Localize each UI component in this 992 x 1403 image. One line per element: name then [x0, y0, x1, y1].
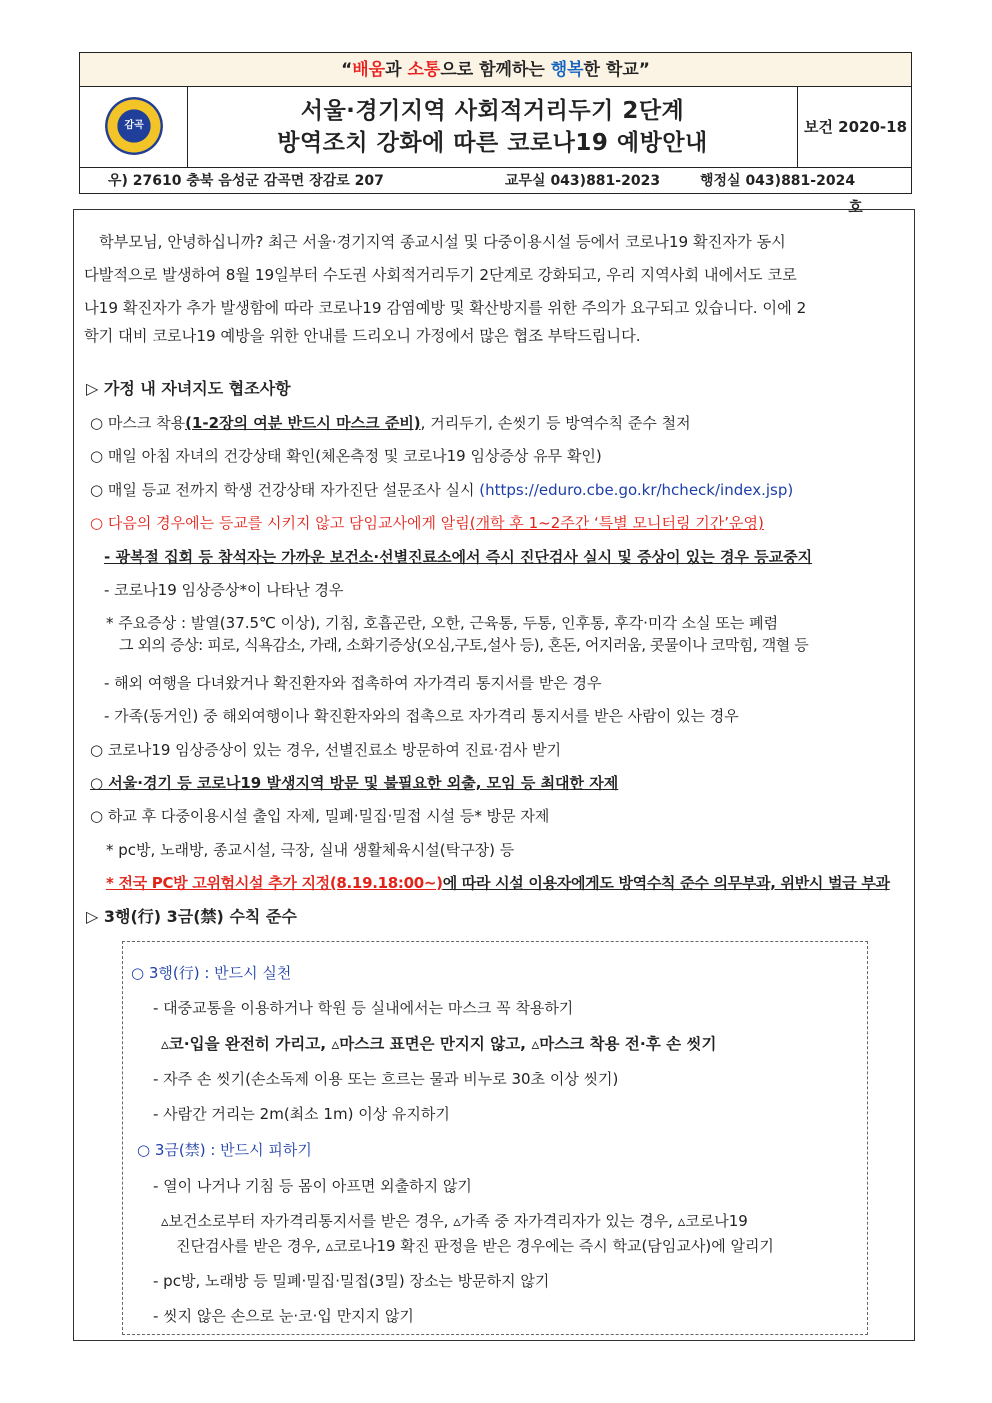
do-mask-detail: ▵코·입을 완전히 가리고, ▵마스크 표면은 만지지 않고, ▵마스크 착용 전·후 손 씻기 — [161, 1035, 717, 1053]
item-notify-teacher: ○ 다음의 경우에는 등교를 시키지 않고 담임교사에게 알림(개학 후 1~2주간 ‘특별 모니터링 기간’운영) — [90, 514, 764, 532]
document-title — [188, 87, 798, 167]
dont-go-out-sick: - 열이 나거나 기침 등 몸이 아프면 외출하지 않기 — [153, 1177, 472, 1195]
do-distance: - 사람간 거리는 2m(최소 1m) 이상 유지하기 — [153, 1105, 450, 1123]
item-health-check: ○ 매일 아침 자녀의 건강상태 확인(체온측정 및 코로나19 임상증상 유무 확인) — [90, 447, 602, 465]
three-dont-title: ○ 3금(禁) : 반드시 피하기 — [137, 1141, 312, 1159]
item-clinic-visit: ○ 코로나19 임상증상이 있는 경우, 선별진료소 방문하여 진료·검사 받기 — [90, 741, 562, 759]
item-family-quarantine: - 가족(동거인) 중 해외여행이나 확진환자와의 접촉으로 자가격리 통지서를 받은 사람이 있는 경우 — [104, 707, 739, 725]
phone-teachers-office: 교무실 043)881-2023 — [505, 173, 661, 189]
spare-mask-note: (1-2장의 여분 반드시 마스크 준비) — [185, 414, 421, 432]
section-3do-3dont-title: ▷ 3행(行) 3금(禁) 수칙 준수 — [86, 907, 297, 926]
school-emblem-icon: 감곡 — [105, 97, 163, 155]
pc-room-designation: * 전국 PC방 고위험시설 추가 지정(8.19.18:00~) — [106, 874, 443, 892]
section-home-guidance-title: ▷ 가정 내 자녀지도 협조사항 — [86, 379, 291, 398]
item-self-survey: ○ 매일 등교 전까지 학생 건강상태 자가진단 설문조사 실시 (https://eduro.cbe.go.kr/hcheck/index.jsp) — [90, 481, 794, 499]
school-address: 우) 27610 충북 음성군 감곡면 장감로 207 — [108, 173, 384, 189]
school-address-bar — [80, 167, 911, 195]
slogan-word-learning: 배움 — [352, 60, 386, 80]
logo-cell — [80, 87, 188, 167]
dont-notify-line-1: ▵보건소로부터 자가격리통지서를 받은 경우, ▵가족 중 자가격리자가 있는 경우, ▵코로나19 — [161, 1212, 748, 1230]
note-main-symptoms: * 주요증상 : 발열(37.5℃ 이상), 기침, 호흡곤란, 오한, 근육통, 두통, 인후통, 후각·미각 소실 또는 폐렴 — [106, 614, 779, 632]
note-other-symptoms: 그 외의 증상: 피로, 식욕감소, 가래, 소화기증상(오심,구토,설사 등), 혼돈, 어지러움, 콧물이나 코막힘, 객혈 등 — [119, 636, 809, 654]
letter-header — [79, 52, 912, 216]
phone-admin-office: 행정실 043)881-2024 — [700, 173, 856, 189]
item-clinical-symptoms: - 코로나19 임상증상*이 나타난 경우 — [104, 581, 344, 599]
item-after-school: ○ 하교 후 다중이용시설 출입 자제, 밀폐·밀집·밀접 시설 등* 방문 자제 — [90, 807, 550, 825]
item-gwangbok-rally: - 광복절 집회 등 참석자는 가까운 보건소·선별진료소에서 즉시 진단검사 실시 및 증상이 있는 경우 등교중지 — [104, 548, 813, 566]
item-refrain-travel: ○ 서울·경기 등 코로나19 발생지역 방문 및 불필요한 외출, 모임 등 최대한 자제 — [90, 774, 619, 792]
document-number: 보건 2020-18호 — [803, 118, 908, 216]
school-slogan: “배움과 소통으로 함께하는 행복한 학교” — [80, 53, 911, 87]
intro-line-3: 나19 확진자가 추가 발생함에 따라 코로나19 감염예방 및 확산방지를 위한 주의가 요구되고 있습니다. 이에 2 — [84, 299, 807, 317]
dont-visit-3c-places: - pc방, 노래방 등 밀폐·밀집·밀접(3밀) 장소는 방문하지 않기 — [153, 1272, 550, 1290]
monitoring-period-note: (개학 후 1~2주간 ‘특별 모니터링 기간’운영) — [469, 514, 764, 532]
do-hand-wash: - 자주 손 씻기(손소독제 이용 또는 흐르는 물과 비누로 30초 이상 씻기) — [153, 1070, 619, 1088]
title-line-2: 방역조치 강화에 따른 코로나19 예방안내 — [277, 130, 708, 156]
do-mask: - 대중교통을 이용하거나 학원 등 실내에서는 마스크 꼭 착용하기 — [153, 999, 574, 1017]
intro-line-2: 다발적으로 발생하여 8월 19일부터 수도권 사회적거리두기 2단계로 강화되고, 우리 지역사회 내에서도 코로 — [84, 266, 797, 284]
self-survey-url[interactable]: (https://eduro.cbe.go.kr/hcheck/index.jsp) — [479, 481, 794, 499]
slogan-word-communication: 소통 — [407, 60, 441, 80]
dont-touch-face: - 씻지 않은 손으로 눈·코·입 만지지 않기 — [153, 1307, 414, 1325]
intro-line-1: 학부모님, 안녕하십니까? 최근 서울·경기지역 종교시설 및 다중이용시설 등에서 코로나19 확진자가 동시 — [99, 233, 786, 251]
title-line-1: 서울·경기지역 사회적거리두기 2단계 — [300, 98, 685, 124]
item-overseas-travel: - 해외 여행을 다녀왔거나 확진환자와 접촉하여 자가격리 통지서를 받은 경우 — [104, 674, 602, 692]
three-do-title: ○ 3행(行) : 반드시 실천 — [131, 964, 292, 982]
note-facilities: * pc방, 노래방, 종교시설, 극장, 실내 생활체육시설(탁구장) 등 — [106, 841, 515, 859]
note-pc-room: * 전국 PC방 고위험시설 추가 지정(8.19.18:00~)에 따라 시설 이용자에게도 방역수칙 준수 의무부과, 위반시 벌금 부과 — [106, 874, 890, 892]
item-mask: ○ 마스크 착용(1-2장의 여분 반드시 마스크 준비), 거리두기, 손씻기 등 방역수칙 준수 철저 — [90, 414, 691, 432]
slogan-word-happiness: 행복 — [550, 60, 584, 80]
intro-line-4: 학기 대비 코로나19 예방을 위한 안내를 드리오니 가정에서 많은 협조 부탁드립니다. — [84, 327, 641, 345]
dont-notify-line-2: 진단검사를 받은 경우, ▵코로나19 확진 판정을 받은 경우에는 즉시 학교(담임교사)에 알리기 — [176, 1237, 774, 1255]
